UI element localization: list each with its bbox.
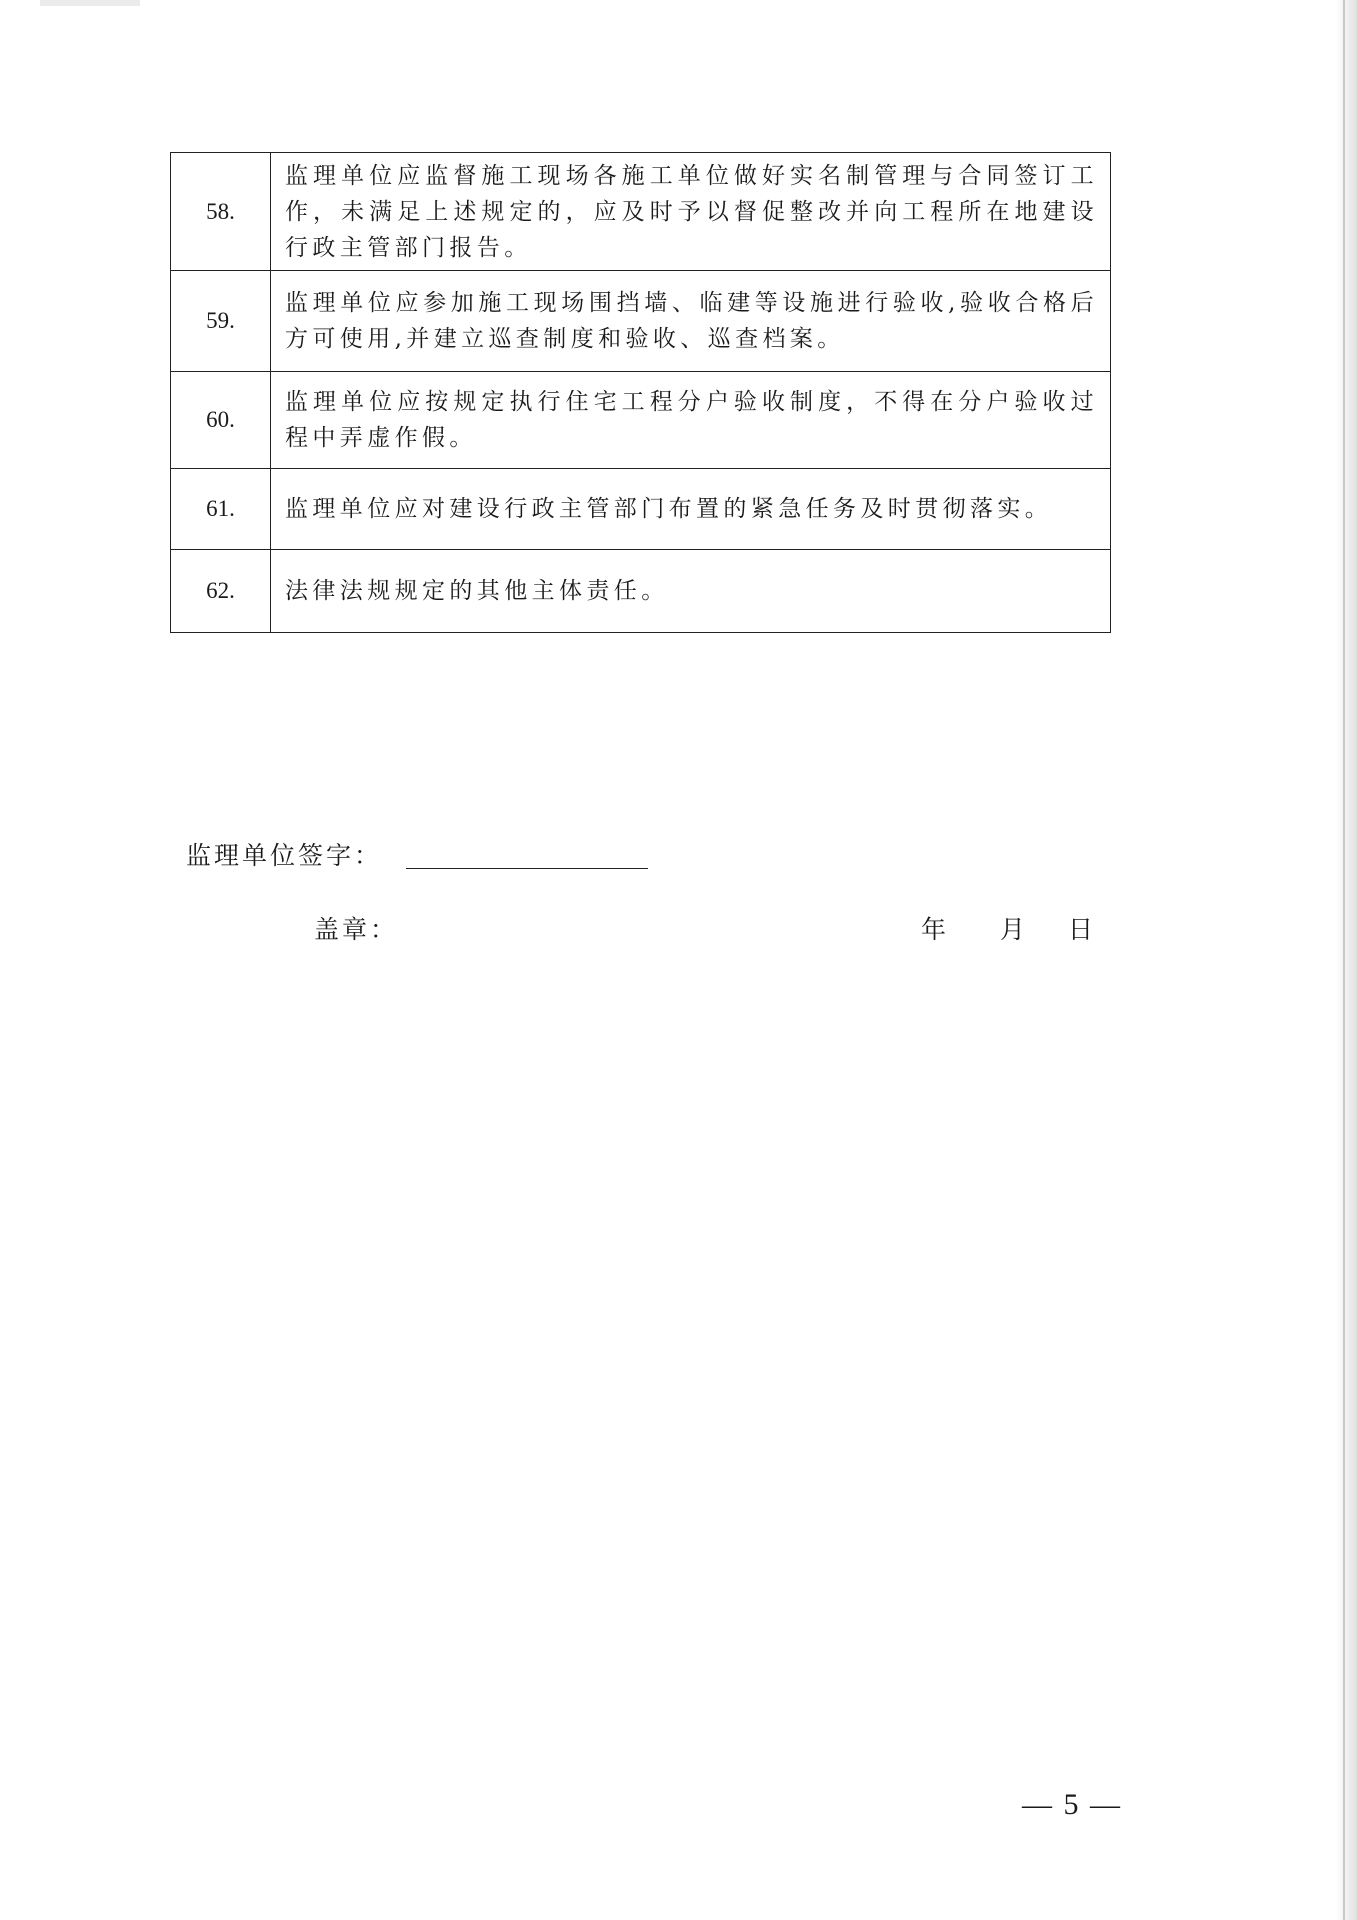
item-text: 法律法规规定的其他主体责任。: [271, 550, 1111, 633]
item-number: 59.: [171, 271, 271, 372]
item-text: 监理单位应参加施工现场围挡墙、临建等设施进行验收,验收合格后方可使用,并建立巡查制度和验收、巡查档案。: [271, 271, 1111, 372]
scan-top-mark: [40, 0, 140, 6]
item-text: 监理单位应监督施工现场各施工单位做好实名制管理与合同签订工作，未满足上述规定的，应及时予以督促整改并向工程所在地建设行政主管部门报告。: [271, 153, 1111, 271]
date-day-label: 日: [1068, 915, 1094, 944]
responsibility-table: [170, 152, 1111, 633]
table-row: [171, 271, 1111, 372]
table-row: [171, 153, 1111, 271]
item-number: 60.: [171, 372, 271, 469]
item-number: 58.: [171, 153, 271, 271]
item-number: 61.: [171, 469, 271, 550]
page-number: — 5 —: [1022, 1788, 1122, 1821]
seal-label: 盖章：: [314, 915, 399, 944]
scan-edge-line: [1343, 0, 1345, 1920]
signature-line: [406, 868, 648, 869]
date-month-label: 月: [1000, 915, 1026, 944]
signature-label: 监理单位签字：: [186, 841, 383, 870]
item-number: 62.: [171, 550, 271, 633]
table-row: [171, 469, 1111, 550]
scan-edge-shadow: [1335, 0, 1357, 1920]
table-row: [171, 550, 1111, 633]
item-text: 监理单位应按规定执行住宅工程分户验收制度，不得在分户验收过程中弄虚作假。: [271, 372, 1111, 469]
table-row: [171, 372, 1111, 469]
date-year-label: 年: [921, 915, 947, 944]
item-text: 监理单位应对建设行政主管部门布置的紧急任务及时贯彻落实。: [271, 469, 1111, 550]
